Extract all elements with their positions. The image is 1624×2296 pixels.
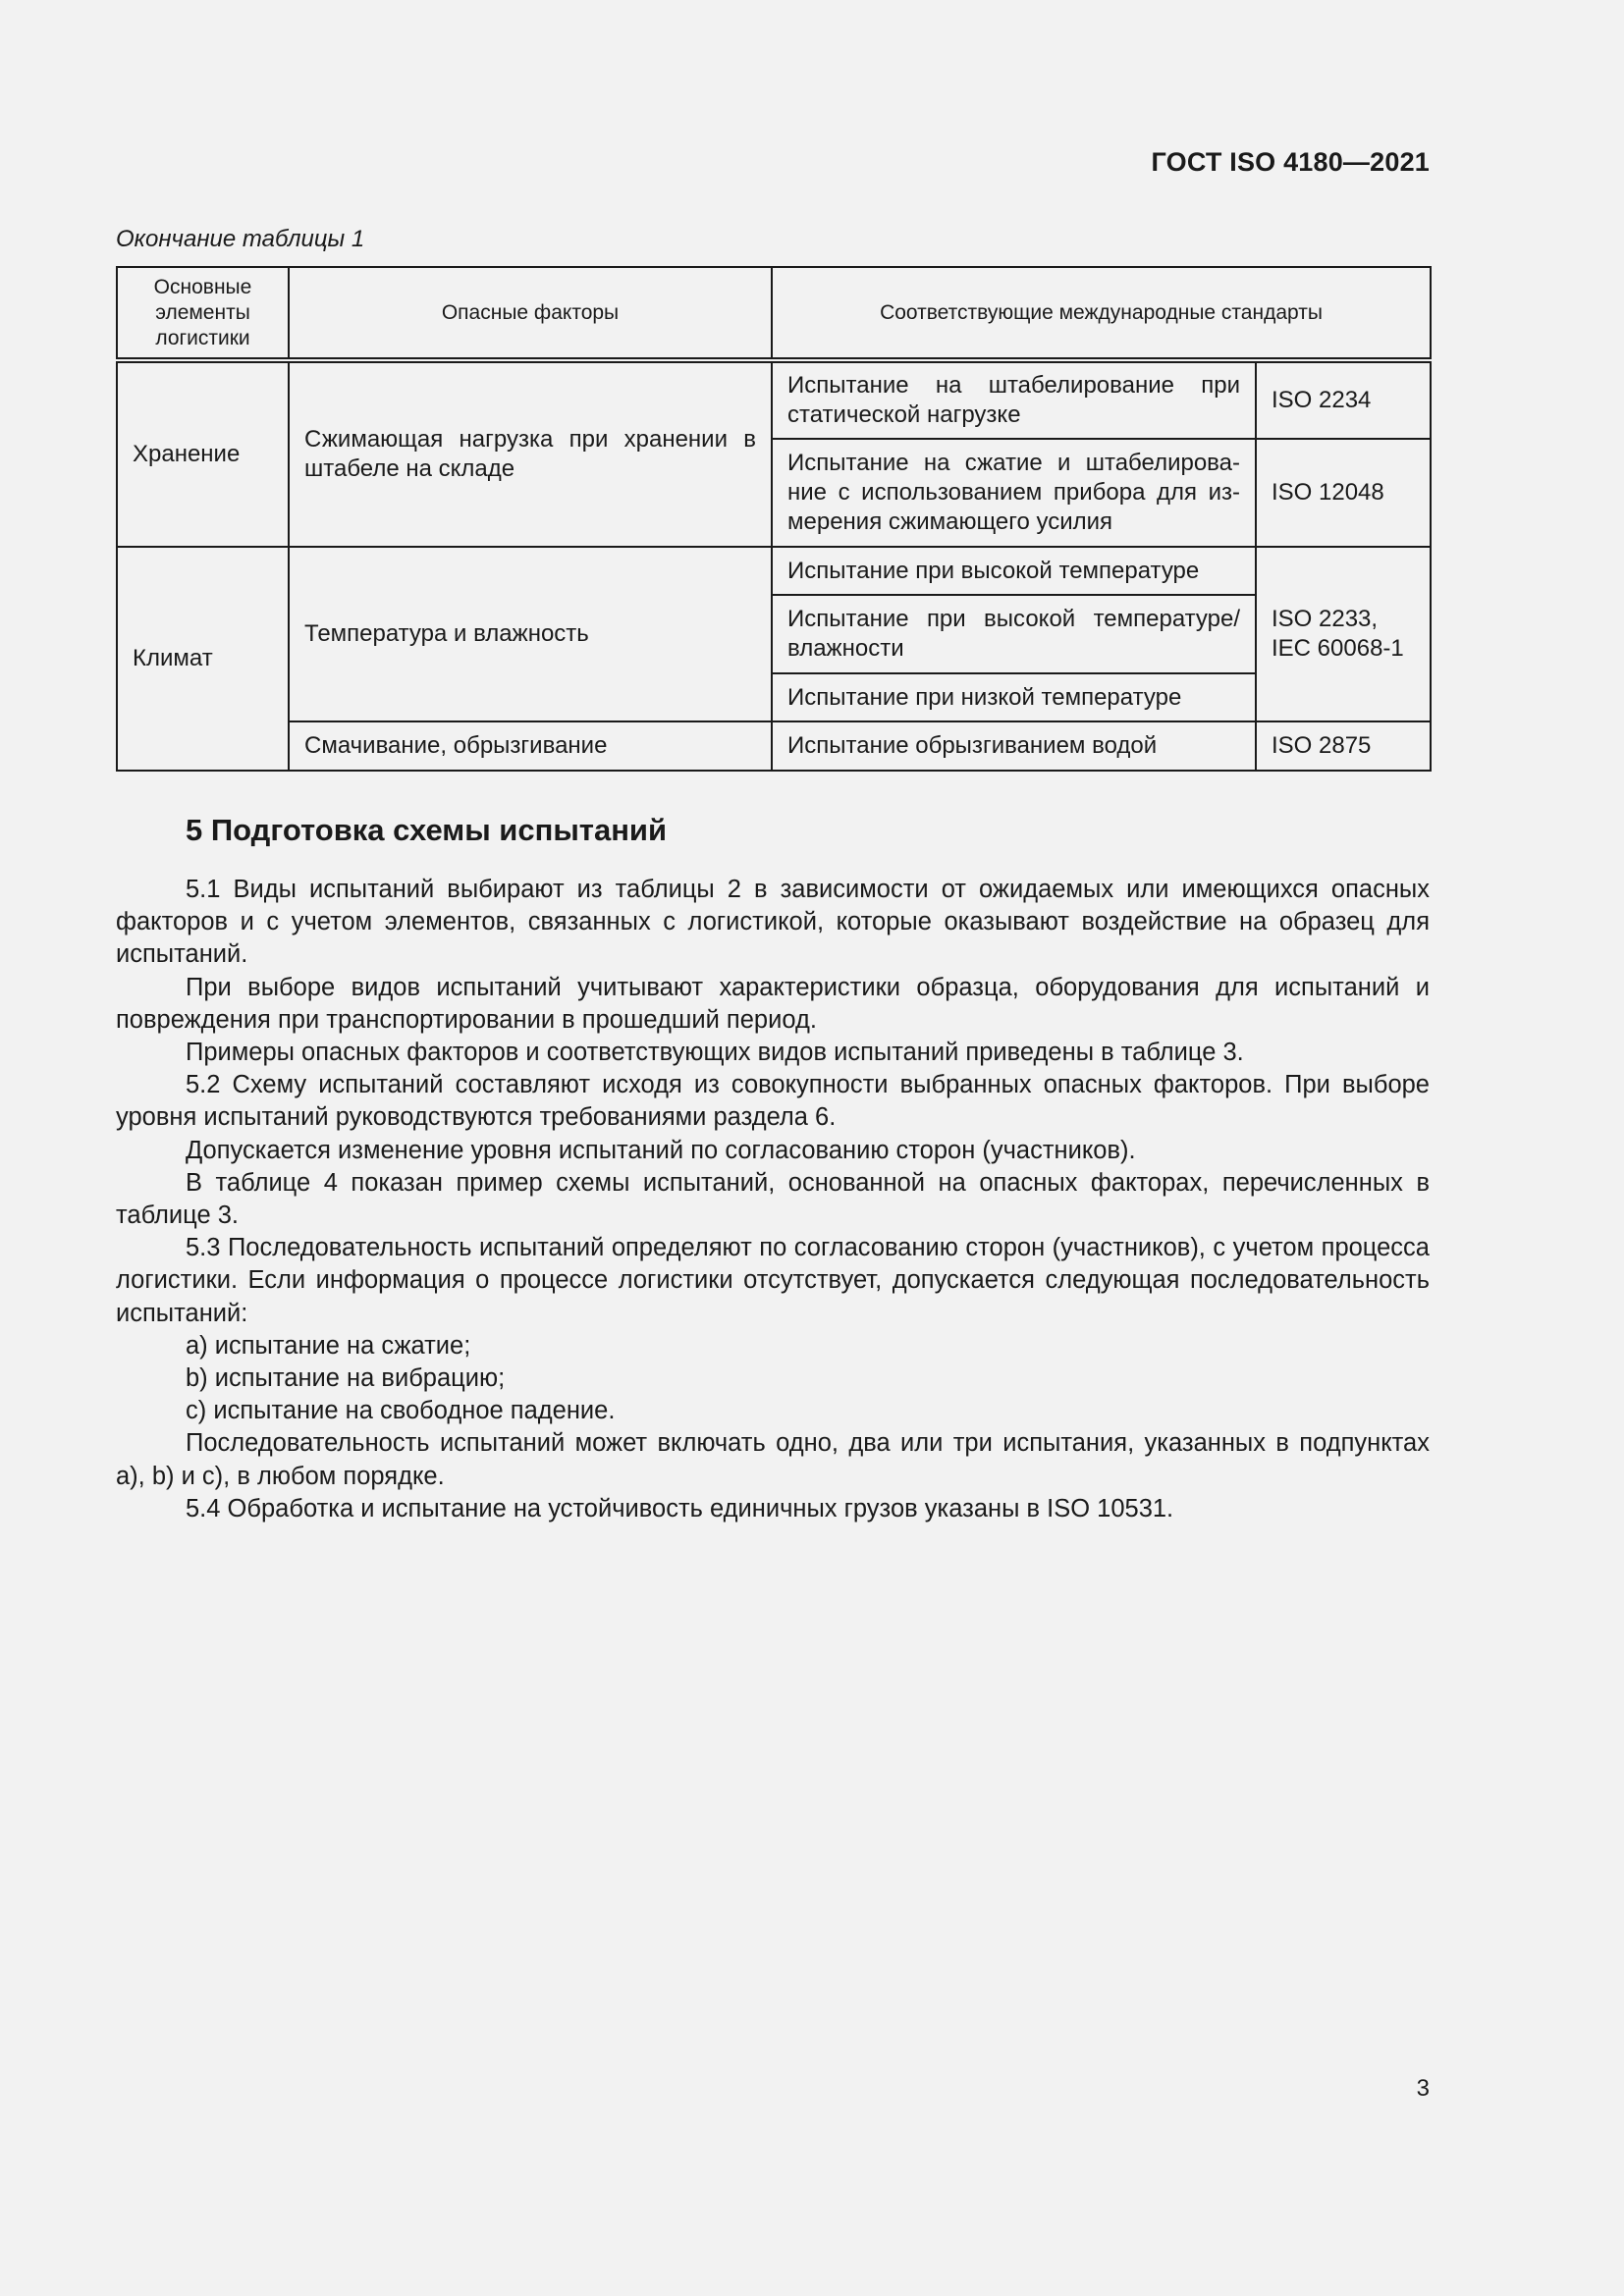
test-static-stacking: Испытание на штабелирование при статической нагрузке	[772, 360, 1256, 439]
standards-table	[116, 266, 1432, 772]
table-header-row	[117, 267, 1431, 360]
paragraph-5-3: 5.3 Последовательность испытаний определяют по согласованию сторон (участников), с учетом процесса логистики. Если информация о процессе логистики отсутствует, допускается следующая последовательность испытаний:	[116, 1234, 1430, 1327]
table-row	[117, 547, 1431, 595]
test-high-temperature-humidity: Испытание при высокой температуре/ влажности	[772, 595, 1256, 673]
factor-temperature-humidity: Температура и влажность	[289, 547, 772, 721]
factor-wetting-spraying: Смачивание, обрызгивание	[289, 721, 772, 771]
table-row	[117, 721, 1431, 771]
standard-iso-2875: ISO 2875	[1256, 721, 1431, 771]
list-item: a) испытание на сжатие;	[186, 1331, 471, 1360]
standard-iso-12048: ISO 12048	[1256, 439, 1431, 547]
test-high-temperature: Испытание при высокой температуре	[772, 547, 1256, 595]
standard-iec-60068-1: IEC 60068-1	[1272, 635, 1404, 662]
test-water-spray: Испытание обрызгиванием водой	[772, 721, 1256, 771]
standard-iso-2234: ISO 2234	[1256, 360, 1431, 439]
paragraph: В таблице 4 показан пример схемы испытаний, основанной на опасных факторах, перечисленных в таблице 3.	[116, 1168, 1430, 1230]
table-caption: Окончание таблицы 1	[116, 226, 365, 252]
header-hazard-factors: Опасные факторы	[289, 267, 772, 360]
table-row	[117, 360, 1431, 439]
factor-compression-load: Сжимающая нагрузка при хранении в штабеле на складе	[289, 360, 772, 547]
paragraph: Последовательность испытаний может включать одно, два или три испытания, указанных в подпунктах a), b) и c), в любом порядке.	[116, 1429, 1430, 1490]
element-climate: Климат	[117, 547, 289, 771]
paragraph: Допускается изменение уровня испытаний по согласованию сторон (участников).	[186, 1136, 1136, 1164]
standard-iso-2233-iec-60068	[1256, 547, 1431, 721]
document-code: ГОСТ ISO 4180—2021	[1151, 147, 1430, 177]
header-international-standards: Соответствующие международные стандарты	[772, 267, 1431, 360]
paragraph-5-2: 5.2 Схему испытаний составляют исходя из совокупности выбранных опасных факторов. При выборе уровня испытаний руководствуются требованиями раздела 6.	[116, 1071, 1430, 1132]
paragraph: Примеры опасных факторов и соответствующих видов испытаний приведены в таблице 3.	[186, 1039, 1244, 1067]
section-body	[116, 874, 1430, 1525]
list-item: b) испытание на вибрацию;	[186, 1364, 506, 1393]
test-compression-stacking: Испытание на сжатие и штабелирова-ние с использованием прибора для из-мерения сжимающего усилия	[772, 439, 1256, 547]
element-storage: Хранение	[117, 360, 289, 547]
section-title: 5 Подготовка схемы испытаний	[186, 813, 668, 847]
paragraph-5-1: 5.1 Виды испытаний выбирают из таблицы 2 в зависимости от ожидаемых или имеющихся опасных факторов и с учетом элементов, связанных с логистикой, которые оказывают воздействие на образец для испытаний.	[116, 876, 1430, 969]
paragraph-5-4: 5.4 Обработка и испытание на устойчивость единичных грузов указаны в ISO 10531.	[186, 1494, 1174, 1522]
page-number: 3	[1416, 2075, 1430, 2102]
test-low-temperature: Испытание при низкой температуре	[772, 673, 1256, 721]
paragraph: При выборе видов испытаний учитывают характеристики образца, оборудования для испытаний и повреждения при транспортировании в прошедший период.	[116, 973, 1430, 1034]
header-logistics-elements: Основные элементы логистики	[117, 267, 289, 360]
standard-iso-2233: ISO 2233,	[1272, 606, 1379, 632]
list-item: c) испытание на свободное падение.	[186, 1397, 616, 1425]
